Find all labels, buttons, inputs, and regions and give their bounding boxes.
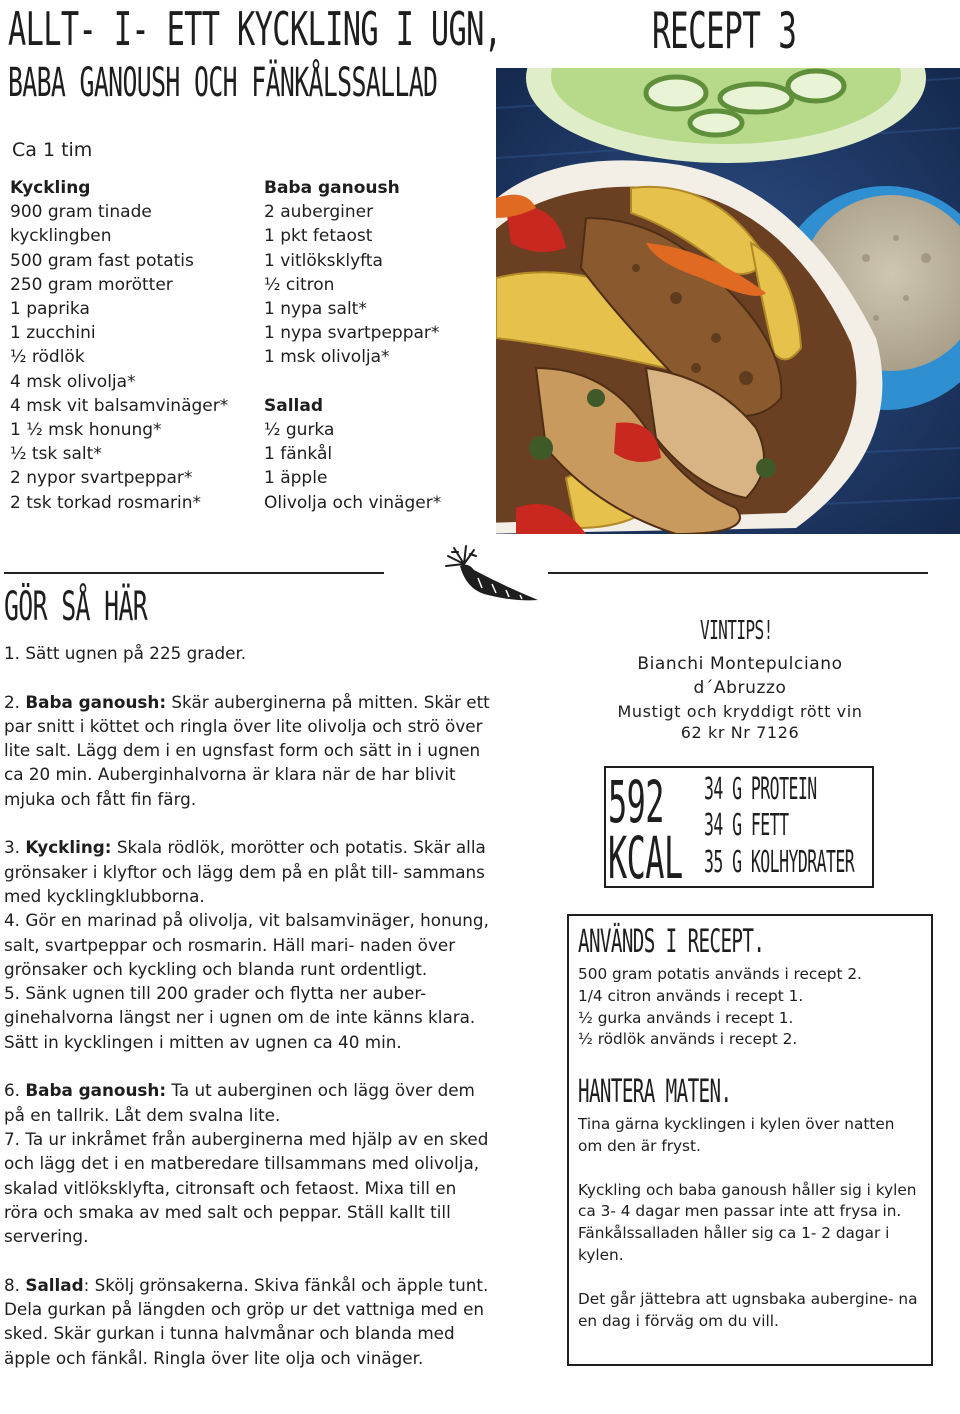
ingredient-item: 900 gram tinade xyxy=(10,202,152,223)
used-in-item: 1/4 citron används i recept 1. xyxy=(578,986,804,1005)
ingredient-item: 1 vitlöksklyfta xyxy=(264,250,383,271)
ingredients-salad-heading: Sallad xyxy=(264,395,324,416)
step-8 xyxy=(4,1273,490,1370)
step-label: Sallad xyxy=(25,1274,84,1295)
fat-value: 34 G FETT xyxy=(704,808,789,843)
ingredient-item: 500 gram fast potatis xyxy=(10,250,194,271)
ingredient-item: ½ tsk salt* xyxy=(10,444,102,465)
cooking-time: Ca 1 tim xyxy=(12,139,93,161)
step-4: 4. Gör en marinad på olivolja, vit balsamvinäger, honung, salt, svartpeppar och rosmarin. Häll mari- naden över grönsaker och kyckling och blanda runt ordentligt. xyxy=(4,910,489,979)
ingredient-item: 1 äpple xyxy=(264,468,328,489)
instructions xyxy=(4,641,490,1370)
step-number: 2. xyxy=(4,691,26,712)
carrot-icon xyxy=(444,544,542,614)
step-label: Baba ganoush: xyxy=(25,1080,167,1101)
page-title: ALLT- I- ETT KYCKLING I UGN, xyxy=(8,2,502,56)
ingredient-item: 1 ½ msk honung* xyxy=(10,420,162,441)
food-handling-text xyxy=(578,1114,918,1354)
ingredient-item: 1 msk olivolja* xyxy=(264,347,390,368)
step-label: Baba ganoush: xyxy=(25,691,167,712)
food-handling-heading: HANTERA MATEN. xyxy=(578,1072,732,1110)
step-2 xyxy=(4,690,490,811)
wine-name: Bianchi Montepulciano xyxy=(637,654,843,674)
handling-paragraph: Fänkålssalladen håller sig ca 1- 2 dagar i kylen. xyxy=(578,1224,890,1264)
step-number: 6. xyxy=(4,1080,26,1101)
step-text: Skär auberginerna på mitten. Skär ett par snitt i köttet och ringla över lite olivolja och strö över lite salt. Lägg dem i en ugnsfast form och sätt in i ugnen ca 20 min. Auberginhalvorna är klara när de har blivit mjuka och fått fin färg. xyxy=(4,691,490,809)
wine-tip-heading: VINTIPS! xyxy=(700,616,773,646)
ingredient-item: 2 nypor svartpeppar* xyxy=(10,468,193,489)
wine-price: 62 kr Nr 7126 xyxy=(680,723,800,742)
ingredient-item: 1 nypa salt* xyxy=(264,299,367,320)
carbs-value: 35 G KOLHYDRATER xyxy=(704,845,855,880)
spacer xyxy=(264,370,494,394)
step-7: 7. Ta ur inkråmet från auberginerna med hjälp av en sked och lägg det i en matberedare tillsammans med olivolja, skalad vitlöksklyfta, citronsaft och fetaost. Mixa till en röra och smaka av med salt och peppar. Ställ kallt till servering. xyxy=(4,1128,489,1247)
ingredient-item: ½ citron xyxy=(264,274,335,295)
divider xyxy=(548,572,928,574)
ingredients-chicken-heading: Kyckling xyxy=(10,178,91,198)
handling-paragraph: Tina gärna kycklingen i kylen över natten om den är fryst. xyxy=(578,1115,895,1155)
step-text: Skala rödlök, morötter och potatis. Skär alla grönsaker i klyftor och lägg dem på en plåt till- sammans med kycklingklubborna. xyxy=(4,837,486,906)
step-number: 8. xyxy=(4,1274,26,1295)
ingredient-item: Olivolja och vinäger* xyxy=(264,492,442,513)
wine-name: d´Abruzzo xyxy=(693,678,787,698)
divider xyxy=(4,572,384,574)
ingredient-item: 4 msk olivolja* xyxy=(10,371,136,392)
ingredients-baba-ganoush-and-salad xyxy=(264,176,494,515)
used-in-item: ½ gurka används i recept 1. xyxy=(578,1008,794,1027)
ingredient-item: 2 auberginer xyxy=(264,202,374,223)
ingredient-item: 250 gram morötter xyxy=(10,274,173,295)
used-in-heading: ANVÄNDS I RECEPT. xyxy=(578,922,765,960)
ingredient-item: 1 fänkål xyxy=(264,444,333,465)
ingredient-item: ½ gurka xyxy=(264,420,335,441)
ingredient-item: 2 tsk torkad rosmarin* xyxy=(10,492,202,513)
step-5: 5. Sänk ugnen till 200 grader och flytta ner auber- ginehalvorna längst ner i ugnen om de inte känns klara. Sätt in kycklingen i mitten av ugnen ca 40 min. xyxy=(4,983,476,1052)
used-in-item: ½ rödlök används i recept 2. xyxy=(578,1030,798,1049)
used-in-item: 500 gram potatis används i recept 2. xyxy=(578,965,862,983)
used-in-list xyxy=(578,964,918,1051)
ingredient-item: 4 msk vit balsamvinäger* xyxy=(10,395,229,416)
steps-heading: GÖR SÅ HÄR xyxy=(4,584,148,630)
wine-description: Mustigt och kryddigt rött vin xyxy=(617,702,863,721)
step-1: 1. Sätt ugnen på 225 grader. xyxy=(4,643,247,663)
step-text: : Skölj grönsakerna. Skiva fänkål och äpple tunt. Dela gurkan på längden och gröp ur det vattniga med en sked. Skär gurkan i tunna halvmånar och blanda med äpple och fänkål. Ringla över lite olja och vinäger. xyxy=(4,1274,489,1368)
recipe-number: RECEPT 3 xyxy=(652,2,797,60)
handling-paragraph: Kyckling och baba ganoush håller sig i kylen ca 3- 4 dagar men passar inte att frysa in. xyxy=(578,1180,917,1221)
step-number: 3. xyxy=(4,837,26,858)
protein-value: 34 G PROTEIN xyxy=(704,772,817,807)
step-6 xyxy=(4,1078,490,1127)
ingredient-item: 1 paprika xyxy=(10,299,90,320)
kcal-unit: KCAL xyxy=(608,824,683,892)
ingredient-item: 1 zucchini xyxy=(10,323,96,344)
page-subtitle: BABA GANOUSH OCH FÄNKÅLSSALLAD xyxy=(8,60,438,106)
ingredient-item: 1 nypa svartpeppar* xyxy=(264,323,440,344)
step-label: Kyckling: xyxy=(25,837,112,858)
food-photo xyxy=(496,68,960,534)
kcal-value: 592 xyxy=(608,768,664,836)
handling-paragraph: Det går jättebra att ugnsbaka aubergine- na en dag i förväg om du vill. xyxy=(578,1289,918,1330)
ingredients-chicken xyxy=(10,176,250,515)
ingredient-item: ½ rödlök xyxy=(10,347,85,368)
ingredient-item: 1 pkt fetaost xyxy=(264,226,373,247)
step-text: Ta ut auberginen och lägg över dem på en tallrik. Låt dem svalna lite. xyxy=(4,1080,475,1125)
ingredients-baba-ganoush-heading: Baba ganoush xyxy=(264,178,400,198)
step-3 xyxy=(4,835,490,908)
ingredient-item: kycklingben xyxy=(10,226,112,247)
